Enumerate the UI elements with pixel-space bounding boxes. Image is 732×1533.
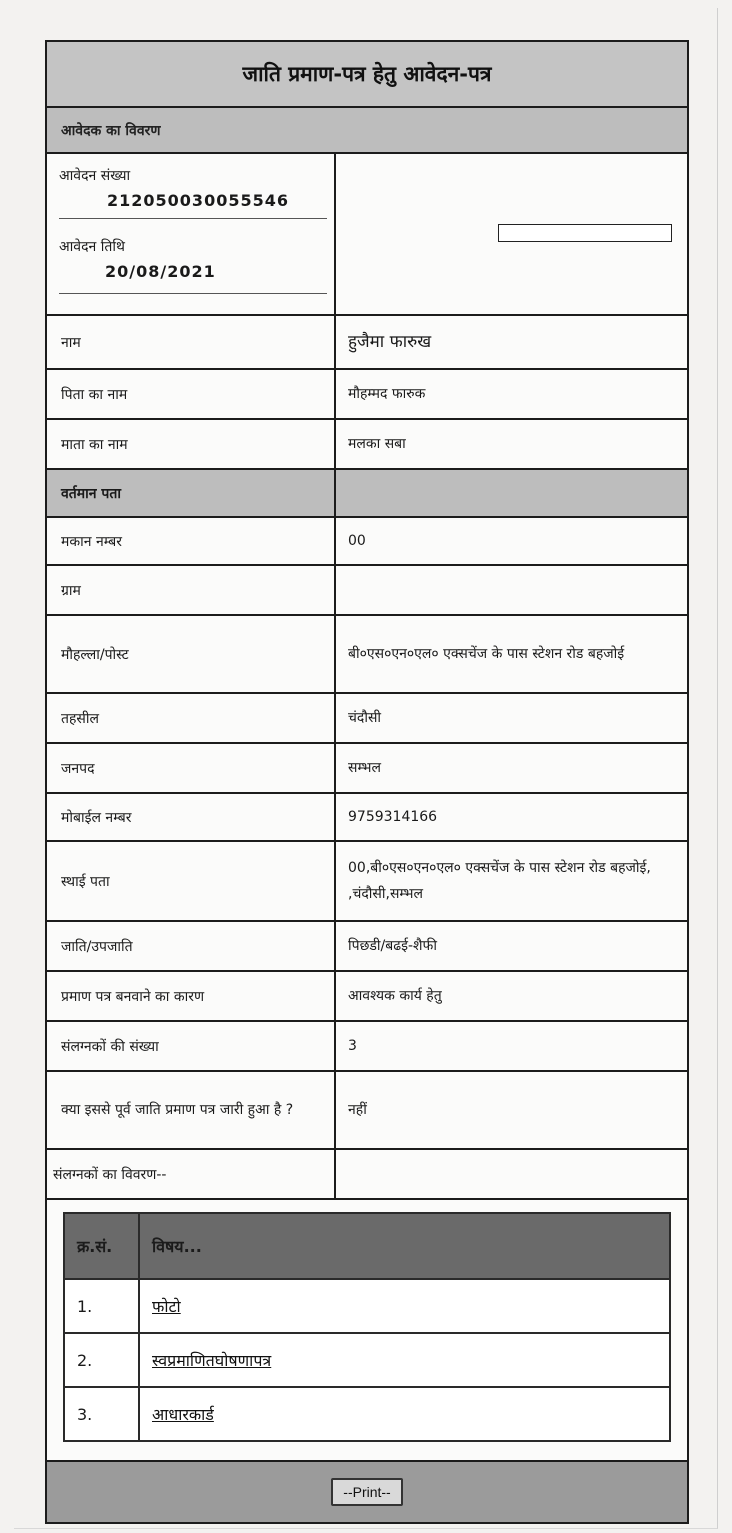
divider	[59, 218, 327, 219]
label-mobile: मोबाईल नम्बर	[47, 794, 336, 840]
label-previous-certificate: क्या इससे पूर्व जाति प्रमाण पत्र जारी हुआ है ?	[47, 1072, 336, 1148]
value-attachment-details	[336, 1150, 687, 1198]
row-village	[47, 566, 687, 616]
label-district: जनपद	[47, 744, 336, 792]
row-father-name	[47, 370, 687, 420]
photo-area	[336, 154, 687, 314]
row-tehsil	[47, 694, 687, 744]
value-caste: पिछडी/बढई-शैफी	[348, 938, 437, 954]
row-attachment-count	[47, 1022, 687, 1072]
label-tehsil: तहसील	[47, 694, 336, 742]
label-locality: मौहल्ला/पोस्ट	[47, 616, 336, 692]
value-mother-name: मलका सबा	[348, 436, 406, 452]
value-name: हुजैमा फारुख	[348, 332, 432, 352]
row-attachment-details	[47, 1150, 687, 1200]
col-subject: विषय...	[139, 1213, 670, 1279]
form-title: जाति प्रमाण-पत्र हेतु आवेदन-पत्र	[47, 42, 687, 108]
address-section-blank	[336, 470, 687, 516]
value-mobile: 9759314166	[348, 809, 438, 825]
row-district	[47, 744, 687, 794]
label-village: ग्राम	[47, 566, 336, 614]
row-mobile	[47, 794, 687, 842]
value-previous-certificate: नहीं	[348, 1102, 367, 1118]
value-tehsil: चंदौसी	[348, 710, 382, 726]
attachment-subject-cell	[139, 1387, 670, 1441]
label-father-name: पिता का नाम	[47, 370, 336, 418]
value-locality: बी०एस०एन०एल० एक्सचेंज के पास स्टेशन रोड बहजोई	[348, 646, 625, 662]
attachment-sn: 1.	[64, 1279, 139, 1333]
row-locality	[47, 616, 687, 694]
blank-field-box	[498, 224, 672, 242]
attachments-table	[63, 1212, 671, 1442]
value-district: सम्भल	[348, 760, 381, 776]
attachment-link-photo[interactable]: फोटो	[152, 1297, 181, 1316]
applicant-section-header: आवेदक का विवरण	[47, 108, 687, 154]
label-house-number: मकान नम्बर	[47, 518, 336, 564]
address-section-label: वर्तमान पता	[47, 470, 336, 516]
row-house-number	[47, 518, 687, 566]
attachments-panel	[47, 1200, 687, 1462]
row-permanent-address	[47, 842, 687, 922]
form-footer	[47, 1462, 687, 1522]
address-section-header	[47, 470, 687, 518]
print-button[interactable]: --Print--	[331, 1478, 402, 1506]
attachment-link-declaration[interactable]: स्वप्रमाणितघोषणापत्र	[152, 1351, 272, 1370]
value-house-number: 00	[348, 533, 366, 549]
value-reason: आवश्यक कार्य हेतु	[348, 988, 442, 1004]
row-name	[47, 316, 687, 370]
value-attachment-count: 3	[348, 1038, 357, 1054]
value-permanent-address: 00,बी०एस०एन०एल० एक्सचेंज के पास स्टेशन रोड बहजोई, ,चंदौसी,सम्भल	[348, 860, 651, 902]
caste-certificate-form	[45, 40, 689, 1524]
row-mother-name	[47, 420, 687, 470]
row-caste	[47, 922, 687, 972]
attachment-subject-cell	[139, 1333, 670, 1387]
attachment-sn: 3.	[64, 1387, 139, 1441]
col-sn: क्र.सं.	[64, 1213, 139, 1279]
application-meta	[47, 154, 336, 314]
attachments-header-row	[64, 1213, 670, 1279]
label-name: नाम	[47, 316, 336, 368]
application-number: 212050030055546	[107, 191, 289, 210]
table-row	[64, 1279, 670, 1333]
table-row	[64, 1387, 670, 1441]
application-number-label: आवेदन संख्या	[59, 168, 131, 184]
application-date: 20/08/2021	[105, 262, 216, 281]
value-father-name: मौहम्मद फारुक	[348, 386, 426, 402]
table-row	[64, 1333, 670, 1387]
application-info	[47, 154, 687, 316]
attachment-subject-cell	[139, 1279, 670, 1333]
row-previous-certificate	[47, 1072, 687, 1150]
label-attachment-count: संलग्नकों की संख्या	[47, 1022, 336, 1070]
application-date-label: आवेदन तिथि	[59, 239, 125, 255]
label-caste: जाति/उपजाति	[47, 922, 336, 970]
row-reason	[47, 972, 687, 1022]
attachment-link-aadhaar[interactable]: आधारकार्ड	[152, 1405, 214, 1424]
value-village	[336, 566, 687, 614]
label-attachment-details: संलग्नकों का विवरण--	[47, 1150, 336, 1198]
divider	[59, 293, 327, 294]
label-reason: प्रमाण पत्र बनवाने का कारण	[47, 972, 336, 1020]
label-permanent-address: स्थाई पता	[47, 842, 336, 920]
attachment-sn: 2.	[64, 1333, 139, 1387]
label-mother-name: माता का नाम	[47, 420, 336, 468]
